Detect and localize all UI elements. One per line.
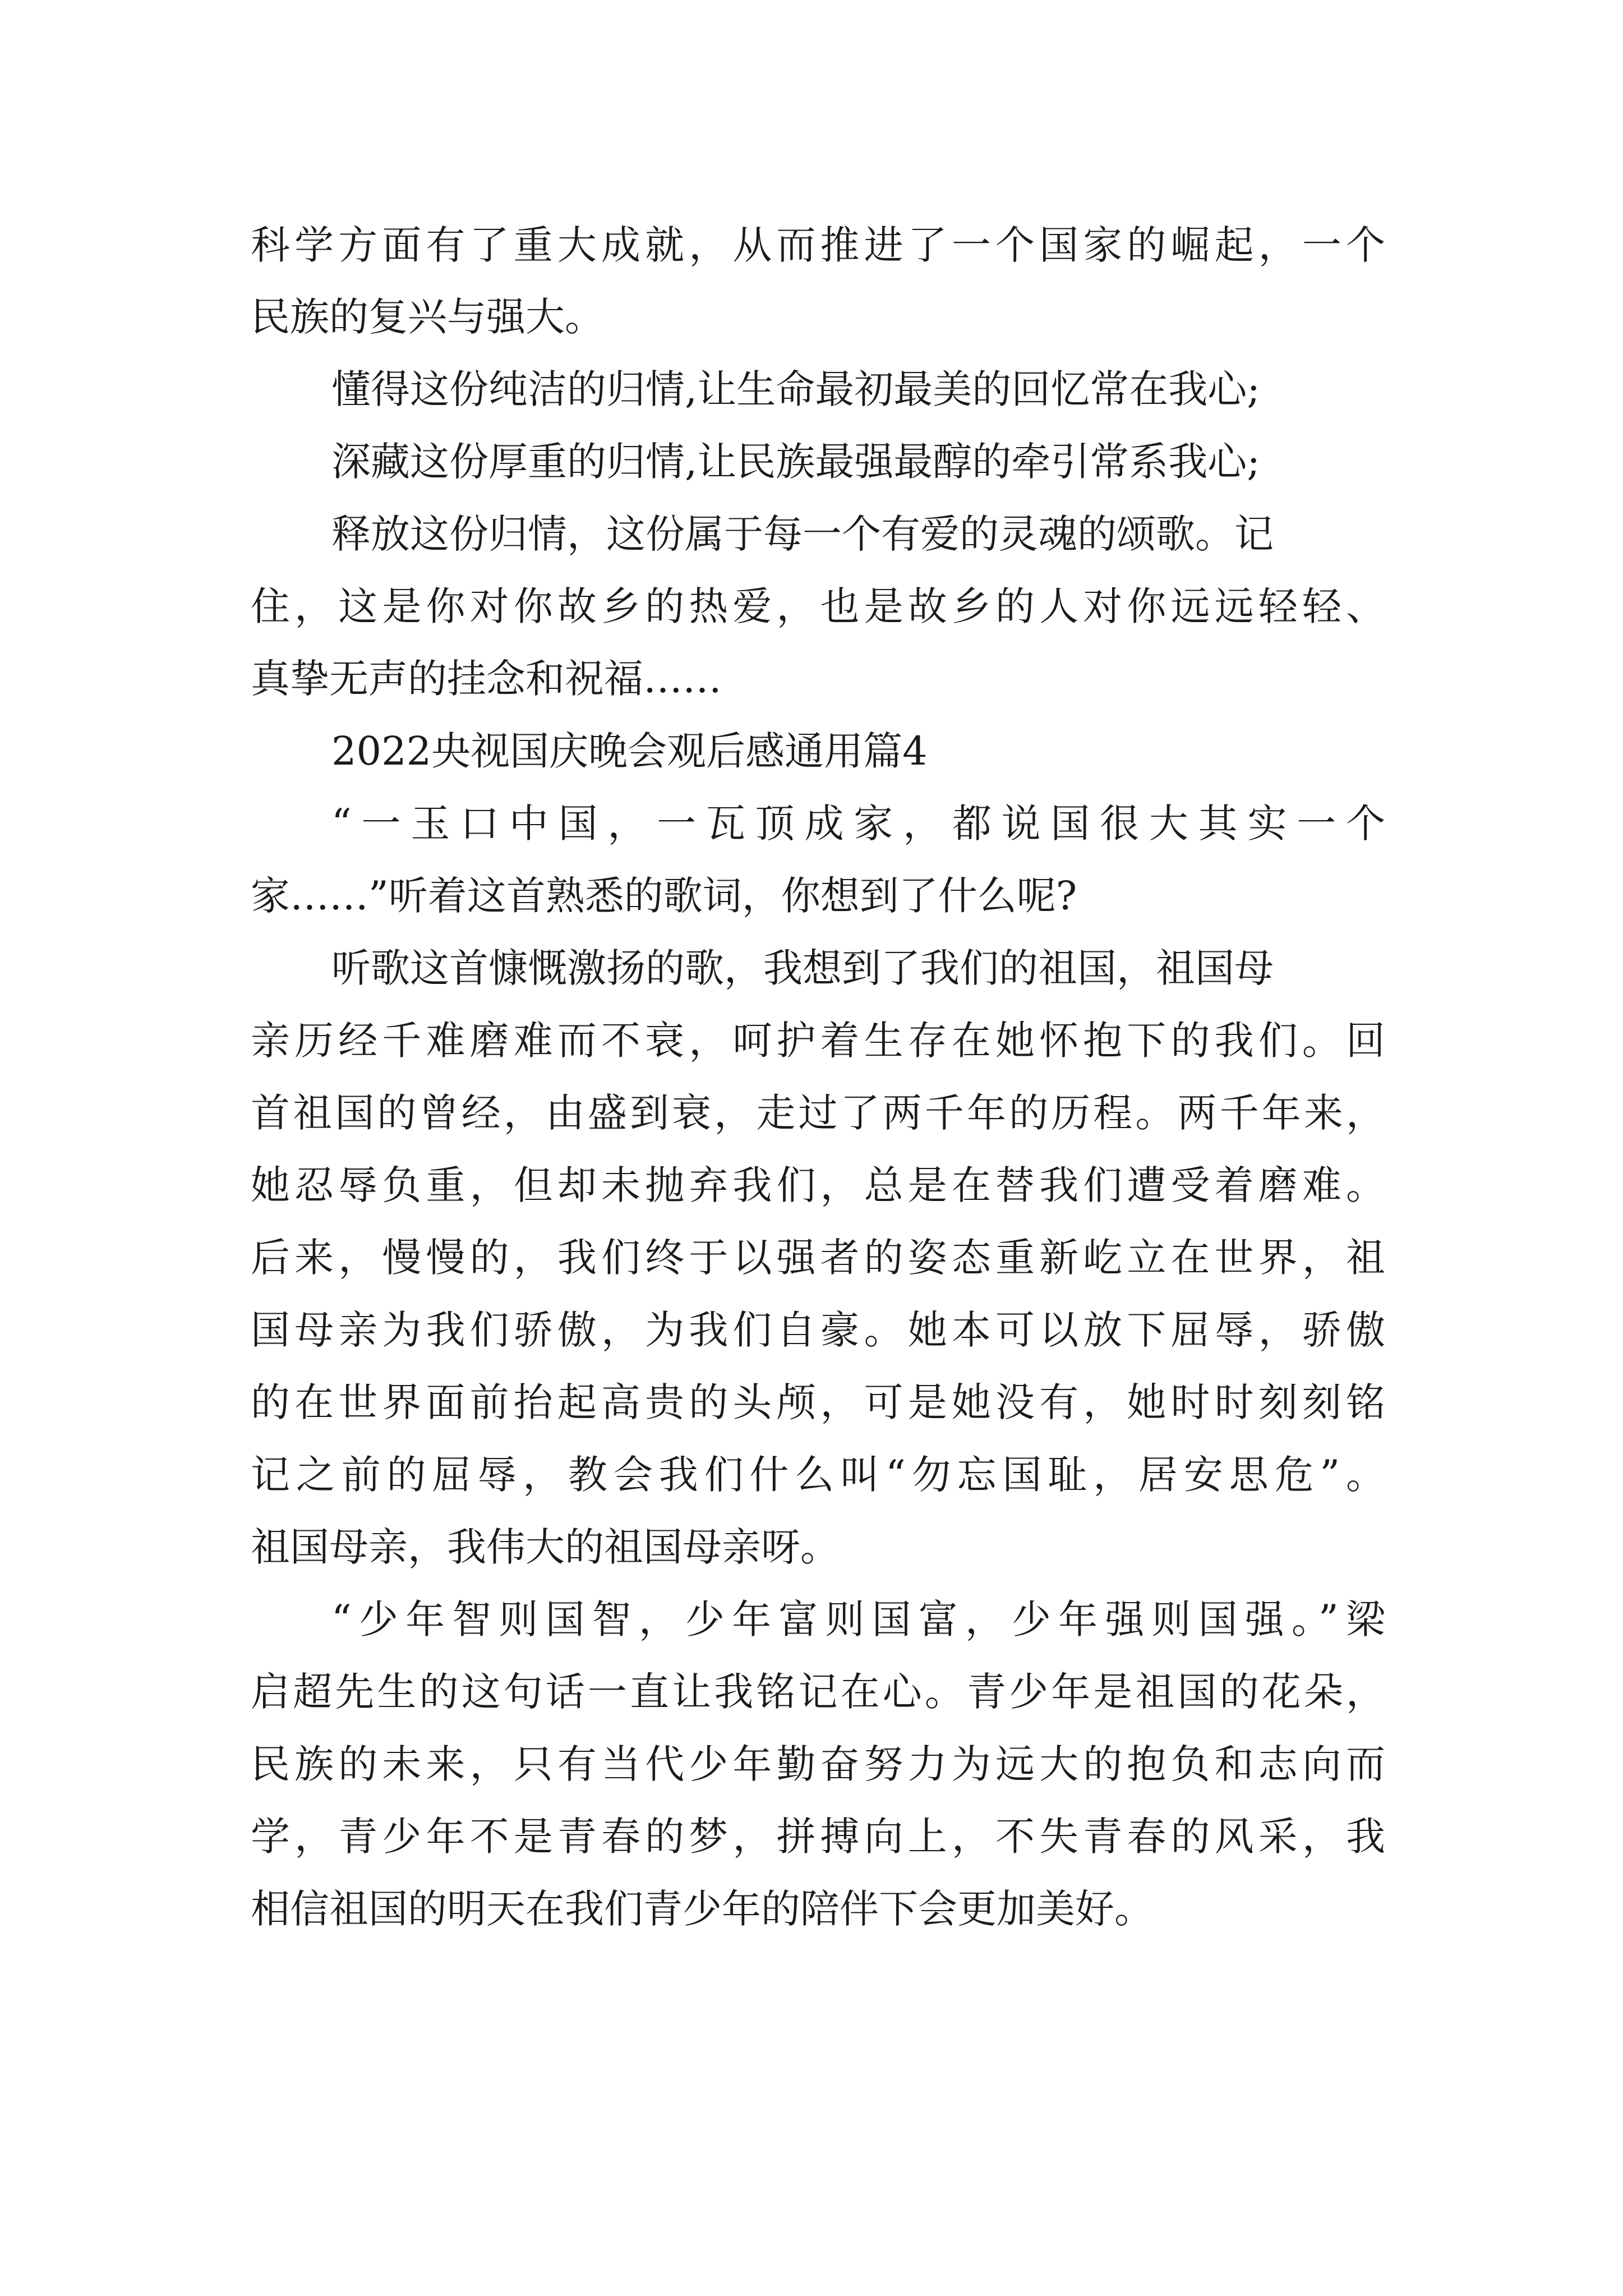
paragraph-line: 深藏这份厚重的归情,让民族最强最醇的牵引常系我心; [331,439,1260,485]
paragraph-line: 科学方面有了重大成就，从而推进了一个国家的崛起，一个 [251,222,1385,268]
paragraph-line: 后来，慢慢的，我们终于以强者的姿态重新屹立在世界，祖 [251,1235,1385,1281]
paragraph-line: 民族的复兴与强大。 [251,294,604,340]
paragraph-line: 亲历经千难磨难而不衰，呵护着生存在她怀抱下的我们。回 [251,1018,1385,1064]
paragraph-line: “少年智则国智，少年富则国富，少年强则国强。”梁 [331,1596,1385,1642]
paragraph-line: 记之前的屈辱，教会我们什么叫“勿忘国耻，居安思危”。 [251,1452,1385,1498]
paragraph-line: 释放这份归情，这份属于每一个有爱的灵魂的颂歌。记 [331,511,1274,557]
paragraph-line: 启超先生的这句话一直让我铭记在心。青少年是祖国的花朵， [251,1669,1385,1715]
paragraph-line: 祖国母亲，我伟大的祖国母亲呀。 [251,1524,840,1570]
paragraph-line: “一玉口中国，一瓦顶成家，都说国很大其实一个 [331,800,1385,846]
section-heading: 2022央视国庆晚会观后感通用篇4 [331,728,928,774]
paragraph-line: 她忍辱负重，但却未抛弃我们，总是在替我们遭受着磨难。 [251,1162,1385,1208]
paragraph-line: 国母亲为我们骄傲，为我们自豪。她本可以放下屈辱，骄傲 [251,1307,1385,1353]
paragraph-line: 的在世界面前抬起高贵的头颅，可是她没有，她时时刻刻铭 [251,1379,1385,1425]
paragraph-line: 真挚无声的挂念和祝福…… [251,656,722,702]
paragraph-line: 懂得这份纯洁的归情,让生命最初最美的回忆常在我心; [331,366,1260,412]
paragraph-line: 家……”听着这首熟悉的歌词，你想到了什么呢? [251,873,1077,919]
paragraph-line: 听歌这首慷慨激扬的歌，我想到了我们的祖国，祖国母 [331,945,1274,991]
paragraph-line: 首祖国的曾经，由盛到衰，走过了两千年的历程。两千年来， [251,1090,1385,1136]
paragraph-line: 住，这是你对你故乡的热爱，也是故乡的人对你远远轻轻、 [251,583,1385,629]
paragraph-line: 民族的未来，只有当代少年勤奋努力为远大的抱负和志向而 [251,1741,1385,1787]
paragraph-line: 相信祖国的明天在我们青少年的陪伴下会更加美好。 [251,1886,1154,1932]
paragraph-line: 学，青少年不是青春的梦，拼搏向上，不失青春的风采，我 [251,1814,1385,1860]
